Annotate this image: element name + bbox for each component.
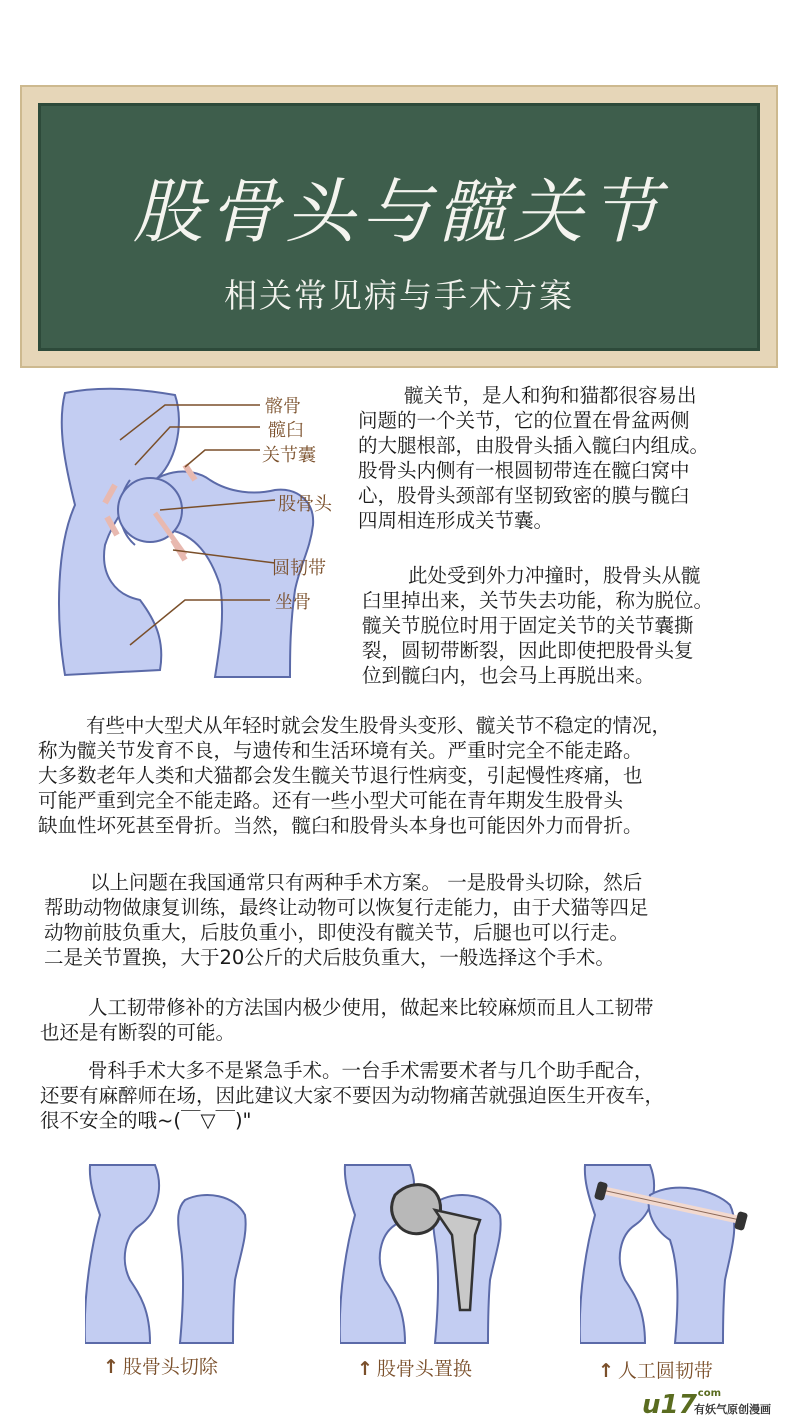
paragraph-advice xyxy=(40,1058,795,1133)
caption-excision xyxy=(103,1352,218,1379)
u17-watermark-logo xyxy=(642,1390,772,1418)
text-line: 人工韧带修补的方法国内极少使用，做起来比较麻烦而且人工韧带 xyxy=(88,996,654,1019)
text-line: 缺血性坏死甚至骨折。当然，髋臼和股骨头本身也可能因外力而骨折。 xyxy=(38,814,643,837)
text-line: 以上问题在我国通常只有两种手术方案。 一是股骨头切除，然后 xyxy=(90,871,643,894)
text-line: 动物前肢负重大，后肢负重小，即使没有髋关节，后腿也可以行走。 xyxy=(44,921,630,944)
femoral-head-excision-illustration xyxy=(85,1160,250,1345)
logo-sub-text: 有妖气原创漫画 xyxy=(694,1403,771,1416)
text-line: 髋关节，是人和狗和猫都很容易出 xyxy=(404,384,697,407)
chalkboard xyxy=(38,103,760,351)
text-line: 位到髋臼内，也会马上再脱出来。 xyxy=(362,664,655,687)
page-subtitle: 相关常见病与手术方案 xyxy=(224,276,574,315)
text-line: 称为髋关节发育不良，与遗传和生活环境有关。严重时完全不能走路。 xyxy=(38,739,643,762)
page-title: 股骨头与髋关节 xyxy=(133,171,665,253)
text-line: 心，股骨头颈部有坚韧致密的膜与髋臼 xyxy=(358,484,690,507)
text-line: 髋关节脱位时用于固定关节的关节囊撕 xyxy=(362,614,694,637)
text-line: 可能严重到完全不能走路。还有一些小型犬可能在青年期发生股骨头 xyxy=(38,789,624,812)
caption-ligament xyxy=(598,1356,713,1383)
paragraph-dislocation xyxy=(362,563,792,688)
up-arrow-icon: ↑ xyxy=(357,1358,373,1380)
text-line: 很不安全的哦~(￣▽￣)" xyxy=(40,1109,252,1132)
up-arrow-icon: ↑ xyxy=(598,1360,614,1382)
caption-text: 人工圆韧带 xyxy=(617,1360,713,1382)
text-line: 也还是有断裂的可能。 xyxy=(40,1021,236,1044)
paragraph-intro xyxy=(358,383,788,533)
text-line: 的大腿根部，由股骨头插入髋臼内组成。 xyxy=(358,434,710,457)
label-round-ligament: 圆韧带 xyxy=(272,558,326,579)
label-acetabulum: 髋臼 xyxy=(268,420,304,441)
up-arrow-icon: ↑ xyxy=(103,1356,119,1378)
text-line: 裂，圆韧带断裂，因此即使把股骨头复 xyxy=(362,639,694,662)
text-line: 此处受到外力冲撞时，股骨头从髋 xyxy=(408,564,701,587)
hip-anatomy-diagram xyxy=(45,385,365,685)
paragraph-surgery-options xyxy=(44,870,789,970)
text-line: 股骨头内侧有一根圆韧带连在髋臼窝中 xyxy=(358,459,690,482)
label-ischium: 坐骨 xyxy=(275,592,311,613)
text-line: 还要有麻醉师在场，因此建议大家不要因为动物痛苦就强迫医生开夜车， xyxy=(40,1084,665,1107)
text-line: 四周相连形成关节囊。 xyxy=(358,509,554,532)
caption-replacement xyxy=(357,1354,472,1381)
text-line: 臼里掉出来，关节失去功能，称为脱位。 xyxy=(362,589,714,612)
text-line: 问题的一个关节，它的位置在骨盆两侧 xyxy=(358,409,690,432)
femoral-head-replacement-illustration xyxy=(340,1160,510,1345)
label-femoral-head: 股骨头 xyxy=(278,494,332,515)
text-line: 有些中大型犬从年轻时就会发生股骨头变形、髋关节不稳定的情况， xyxy=(86,714,672,737)
label-ilium: 髂骨 xyxy=(265,396,301,417)
paragraph-dysplasia xyxy=(38,713,788,838)
artificial-ligament-illustration xyxy=(580,1160,760,1345)
logo-com-text: .com xyxy=(694,1388,722,1399)
text-line: 大多数老年人类和犬猫都会发生髋关节退行性病变，引起慢性疼痛，也 xyxy=(38,764,643,787)
text-line: 二是关节置换，大于20公斤的犬后肢负重大，一般选择这个手术。 xyxy=(44,946,615,969)
text-line: 帮助动物做康复训练，最终让动物可以恢复行走能力，由于犬猫等四足 xyxy=(44,896,649,919)
caption-text: 股骨头切除 xyxy=(122,1356,218,1378)
logo-main-text: u17 xyxy=(642,1390,697,1420)
label-capsule: 关节囊 xyxy=(262,445,316,466)
caption-text: 股骨头置换 xyxy=(376,1358,472,1380)
text-line: 骨科手术大多不是紧急手术。一台手术需要术者与几个助手配合， xyxy=(88,1059,654,1082)
paragraph-ligament xyxy=(40,995,790,1045)
